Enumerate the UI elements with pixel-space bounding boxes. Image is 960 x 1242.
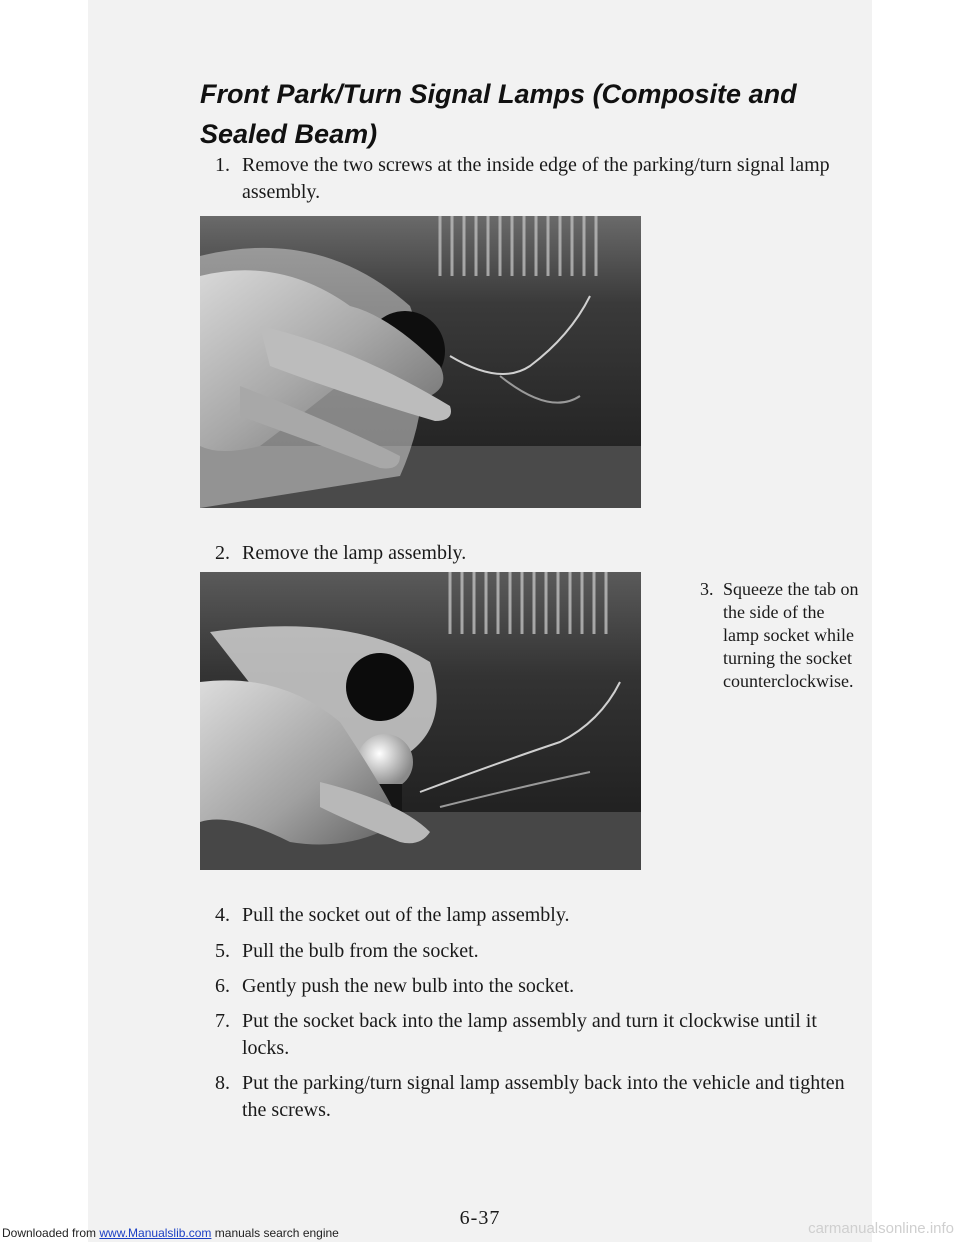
step-text: Pull the bulb from the socket. — [242, 940, 479, 962]
step-number: 1. — [215, 154, 230, 176]
manualslib-link[interactable]: www.Manualslib.com — [99, 1226, 212, 1240]
step-text: Remove the lamp assembly. — [242, 542, 467, 564]
download-footer — [2, 1226, 339, 1240]
step-6 — [215, 973, 855, 1000]
step-5 — [215, 938, 855, 965]
watermark: carmanualsonline.info — [808, 1220, 954, 1237]
step-text: Pull the socket out of the lamp assembly. — [242, 904, 570, 926]
step-number: 2. — [215, 542, 230, 564]
step-number: 5. — [215, 940, 230, 962]
step-text: Squeeze the tab on the side of the lamp socket while turning the socket counterclockwise. — [723, 579, 859, 691]
right-margin — [872, 0, 960, 1242]
step-1 — [215, 152, 835, 206]
step-2 — [215, 540, 815, 567]
photo-remove-screws — [200, 216, 641, 508]
step-7 — [215, 1008, 865, 1062]
step-4 — [215, 902, 855, 929]
step-text: Remove the two screws at the inside edge of the parking/turn signal lamp assembly. — [242, 154, 830, 203]
step-8 — [215, 1070, 865, 1124]
step-text: Put the socket back into the lamp assembly and turn it clockwise until it locks. — [242, 1010, 817, 1059]
step-number: 4. — [215, 904, 230, 926]
step-number: 8. — [215, 1072, 230, 1094]
footer-suffix: manuals search engine — [211, 1226, 339, 1240]
step-text: Put the parking/turn signal lamp assembly back into the vehicle and tighten the screws. — [242, 1072, 845, 1121]
left-margin — [0, 0, 88, 1242]
step-number: 3. — [700, 579, 714, 599]
step-3 — [700, 578, 860, 693]
step-number: 6. — [215, 975, 230, 997]
page-number: 6-37 — [459, 1207, 501, 1229]
footer-prefix: Downloaded from — [2, 1226, 100, 1240]
step-number: 7. — [215, 1010, 230, 1032]
step-text: Gently push the new bulb into the socket. — [242, 975, 575, 997]
photo-lamp-socket — [200, 572, 641, 870]
section-title: Front Park/Turn Signal Lamps (Composite and Sealed Beam) — [200, 79, 797, 149]
